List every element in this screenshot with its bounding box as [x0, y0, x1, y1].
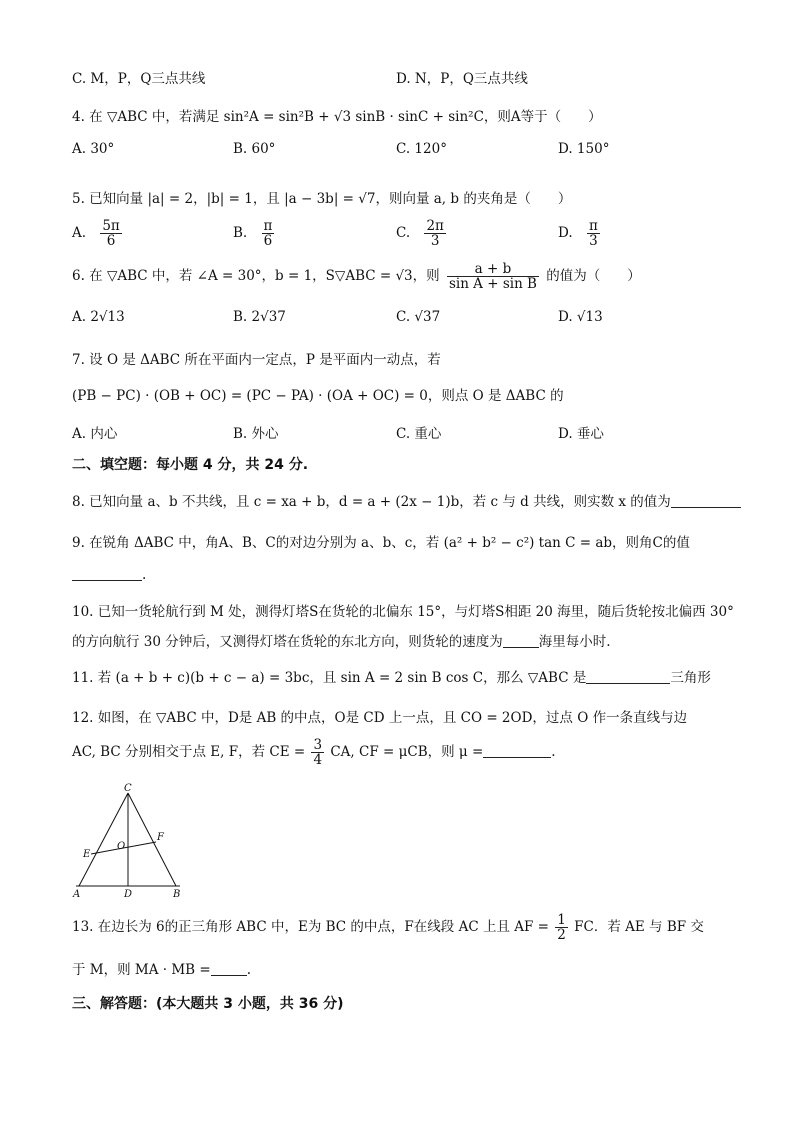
figure-label-d: D [124, 889, 133, 900]
q11-post: 三角形 [670, 670, 711, 686]
q4-stem: 4. 在 ▽ABC 中，若满足 sin²A = sin²B + √3 sinB · sinC + sin²C，则A等于（ ） [72, 109, 602, 125]
q12-fraction-den: 4 [313, 752, 323, 769]
q6-fraction [447, 262, 539, 291]
q5-option-b-fraction [262, 219, 275, 248]
q8-answer-blank[interactable] [671, 493, 741, 508]
q5-option-b [233, 219, 274, 248]
q4-option-c: C. 120° [396, 141, 447, 157]
q13-stem-line1 [72, 913, 704, 942]
q9-answer-line [72, 566, 146, 583]
figure-label-c: C [124, 783, 132, 794]
figure-label-a: A [73, 889, 81, 900]
q5-option-a-fraction [100, 219, 121, 248]
q6-fraction-num: a + b [447, 262, 539, 277]
q5-option-d-fraction [587, 219, 600, 248]
q7-stem-line1: 7. 设 O 是 ΔABC 所在平面内一定点，P 是平面内一动点，若 [72, 352, 441, 368]
q9-answer-blank[interactable] [72, 566, 142, 581]
triangle-figure [70, 782, 190, 900]
q10-stem-line1: 10. 已知一货轮航行到 M 处，测得灯塔S在货轮的北偏东 15°，与灯塔S相距 20 海里，随后货轮按北偏西 30° [72, 604, 734, 620]
figure-label-e: E [83, 849, 91, 860]
q6-option-a: A. 2√13 [72, 309, 125, 325]
q11-pre: 11. 若 (a + b + c)(b + c − a) = 3bc，且 sin A = 2 sin B cos C，那么 ▽ABC 是 [72, 670, 587, 686]
q9-end: . [142, 567, 147, 583]
side-ca [79, 793, 128, 886]
q12-answer-blank[interactable] [483, 743, 551, 758]
q13-line1-pre: 13. 在边长为 6的正三角形 ABC 中，E为 BC 的中点，F在线段 AC 上且 AF = [72, 919, 549, 936]
q11-stem [72, 666, 711, 686]
section-2-heading: 二、填空题：每小题 4 分，共 24 分. [72, 457, 309, 473]
q8-text: 8. 已知向量 a、b 不共线，且 c = xa + b，d = a + (2x − 1)b，若 c 与 d 共线，则实数 x 的值为 [72, 494, 671, 510]
q9-stem: 9. 在锐角 ΔABC 中，角A、B、C的对边分别为 a、b、c，若 (a² + b² − c²) tan C = ab，则角C的值 [72, 535, 690, 551]
q5-option-b-den: 6 [263, 233, 273, 250]
q3-option-c: C. M，P，Q三点共线 [72, 71, 206, 87]
q6-stem-pre: 6. 在 ▽ABC 中，若 ∠A = 30°，b = 1，S▽ABC = √3，则 [72, 268, 440, 285]
section-3-heading: 三、解答题：(本大题共 3 小题，共 36 分) [72, 996, 344, 1012]
q13-line1-post: FC．若 AE 与 BF 交 [574, 919, 704, 936]
q10-line2-pre: 的方向航行 30 分钟后，又测得灯塔在货轮的东北方向，则货轮的速度为 [72, 634, 503, 650]
q13-fraction [555, 913, 568, 942]
q6-option-c: C. √37 [396, 309, 441, 325]
q7-option-b: B. 外心 [233, 426, 279, 442]
q5-option-a-label: A. [72, 225, 87, 242]
q13-fraction-num: 1 [557, 912, 566, 928]
q12-fraction-num: 3 [313, 737, 323, 753]
q6-stem [72, 262, 641, 291]
q12-stem-line1: 12. 如图，在 ▽ABC 中，D是 AB 的中点，O是 CD 上一点，且 CO = 2OD，过点 O 作一条直线与边 [72, 710, 688, 726]
q5-option-d-label: D. [558, 225, 573, 242]
q5-option-c-num: 2π [426, 218, 444, 234]
q6-stem-post: 的值为（ ） [546, 268, 641, 285]
q5-option-d-num: π [588, 218, 598, 234]
q5-option-c [396, 219, 446, 248]
q7-option-d: D. 垂心 [558, 426, 604, 442]
q12-line2-post: CA, CF = μCB，则 μ = [330, 744, 484, 761]
q5-option-c-den: 3 [430, 233, 440, 250]
q10-answer-blank[interactable] [503, 633, 539, 648]
q5-option-c-fraction [424, 219, 445, 248]
q5-option-a [72, 219, 122, 248]
q10-line2-post: 海里每小时. [538, 634, 611, 650]
q13-end: . [246, 962, 251, 978]
q8-stem [72, 490, 741, 510]
q10-stem-line2 [72, 630, 611, 650]
q3-option-d: D. N，P，Q三点共线 [396, 71, 528, 87]
q13-line2-pre: 于 M，则 MA · MB = [72, 962, 211, 978]
q5-option-a-num: 5π [102, 218, 120, 234]
q6-option-b: B. 2√37 [233, 309, 286, 325]
q12-stem-line2 [72, 738, 556, 767]
q11-answer-blank[interactable] [586, 669, 670, 684]
q4-option-d: D. 150° [558, 141, 610, 157]
q12-fraction [311, 738, 324, 767]
side-cb [128, 793, 176, 886]
q5-option-c-label: C. [396, 225, 411, 242]
q12-line2-pre: AC, BC 分别相交于点 E, F，若 CE = [72, 744, 306, 761]
q5-option-d [558, 219, 600, 248]
q7-option-a: A. 内心 [72, 426, 118, 442]
q7-option-c: C. 重心 [396, 426, 442, 442]
q13-fraction-den: 2 [557, 927, 566, 944]
q4-option-b: B. 60° [233, 141, 276, 157]
figure-label-f: F [157, 832, 164, 843]
q5-option-b-num: π [263, 218, 273, 234]
q5-option-a-den: 6 [106, 233, 116, 250]
q6-option-d: D. √13 [558, 309, 603, 325]
q13-answer-blank[interactable] [211, 961, 247, 976]
q7-stem-line2: (PB − PC) · (OB + OC) = (PC − PA) · (OA + OC) = 0，则点 O 是 ΔABC 的 [72, 388, 564, 404]
q5-option-d-den: 3 [589, 233, 598, 250]
q13-stem-line2 [72, 958, 251, 978]
figure-label-b: B [173, 889, 181, 900]
q5-stem: 5. 已知向量 |a| = 2，|b| = 1，且 |a − 3b| = √7，则向量 a, b 的夹角是（ ） [72, 191, 572, 207]
figure-label-o: O [117, 841, 126, 852]
q6-fraction-den: sin A + sin B [448, 276, 537, 293]
q5-option-b-label: B. [233, 225, 248, 242]
q4-option-a: A. 30° [72, 141, 115, 157]
q12-end: . [551, 744, 556, 761]
